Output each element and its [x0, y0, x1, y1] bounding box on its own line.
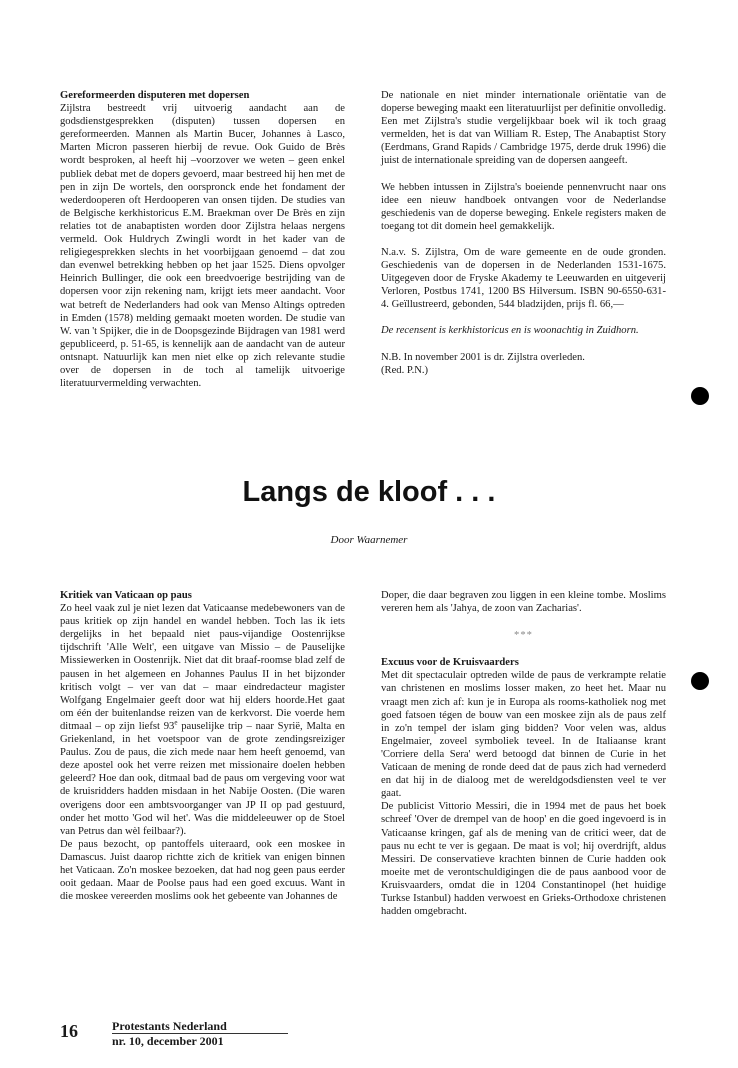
article1-heading: Gereformeerden disputeren met dopersen [60, 90, 250, 101]
article2-paragraph: Met dit spectaculair optreden wilde de paus de verkrampte relatie van christenen en moslims losser maken, zo heet het. Maar nu vraagt men zich af: kun je in Europa als rooms-katholiek nog met goed fatsoen tégen de bouw van een moskee zijn als de paus zelf in zo'n tempel der islam ging bidden? Voor velen was, aldus Engelmaier, zoveel symboliek teveel. In de Italiaanse krant 'Corriere della Sera' werd betoogd dat binnen de Curie in het Vaticaan de mening de ronde deed dat de paus zich had vernederd en dat hij in de dialoog met de wereldgodsdiensten veel te ver gaat. [381, 670, 666, 800]
reviewer-note: De recensent is kerkhistoricus en is woonachtig in Zuidhorn. [381, 325, 639, 337]
margin-dot-marker [691, 672, 709, 690]
article2-column-right [381, 589, 666, 918]
article2-paragraph: De paus bezocht, op pantoffels uiteraard, ook een moskee in Damascus. Juist daarop richtte zich de kritiek van enigen binnen het Vaticaan. Zo'n moskee bezoeken, dat had nog geen paus eerder ooit gedaan. Maar de Poolse paus had een goed excuus. Want in die moskee vereerden moslims ook het gebeente van Johannes de [60, 838, 345, 903]
superscript: e [174, 718, 178, 727]
article1-column-right [381, 89, 666, 377]
publication-name: Protestants Nederland [112, 1019, 227, 1033]
article2-heading-excuus: Excuus voor de Kruisvaarders [381, 657, 519, 669]
article2-column-left [60, 589, 345, 903]
issue-info: nr. 10, december 2001 [112, 1034, 224, 1048]
footer-publication [112, 1019, 288, 1048]
article2-paragraph: De publicist Vittorio Messiri, die in 1994 met de paus het boek schreef 'Over de drempel van de hoop' en die goed ingevoerd is in Vaticaanse kringen, gaf als de mening van de critici weer, dat de paus nu echt te ver is gegaan. De maat is vol; hij overdrijft, aldus Messiri. De conservatieve krachten binnen de Curie hadden ook moeite met de verontschuldigingen die de paus aanbood voor de Kruisvaarders, omdat die in 1204 Constantinopel (het huidige Turkse Istanbul) hadden verwoest en Grieks-Orthodoxe christenen hadden omgebracht. [381, 801, 666, 918]
article2-title: Langs de kloof . . . [242, 476, 496, 508]
article1-paragraph: We hebben intussen in Zijlstra's boeiende pennenvrucht naar ons idee een nieuw handboek ontvangen voor de Nederlandse geschiedenis van de doperse beweging. Enkele registers maken de toegang tot dit domein heel gemakkelijk. [381, 181, 666, 232]
paragraph-text: pauselijke trip – naar Syrië, Malta en Griekenland, in het voetspoor van de grote zendingsreiziger Paulus. Zou de paus, die zich mede naar hem heeft genoemd, van deze apostel ook het verre reizen met missionaire doelen hebben geleerd? Hoe dan ook, ditmaal bad de paus om vergeving voor wat de kruisridders hadden misdaan in het Nabije Oosten. (Die waren overigens door een ambtsvoorganger van JP II op pad gestuurd, onder het motto 'God wil het'. Was die middeleeuwer op de Stoel van Petrus dan wèl feilbaar?). [60, 720, 345, 837]
paragraph-text: Zo heel vaak zul je niet lezen dat Vaticaanse medebewoners van de paus kritiek op zijn handel en wandel hebben. Toch las ik iets dergelijks in het bepaald niet paus-vijandige Oostenrijkse tijdschrift 'Alle Welt', een uitgave van Missio – de Pauselijke Missiewerken in Oostenrijk. Niet dat dit braaf-roomse blad zelf de pausen in het algemeen en Johannes Paulus II in het bijzonder kritisch volgt – ver van dat – maar eindredacteur magister Wolfgang Engelmaier geeft door wat hij elders hoorde.Het gaat om één der buitenlandse reizen van de kerkvorst. Die voerde hem ditmaal – op zijn liefst 93 [60, 603, 345, 732]
article2-heading-kritiek: Kritiek van Vaticaan op paus [60, 590, 192, 601]
margin-dot-marker [691, 387, 709, 405]
section-separator: *** [514, 630, 533, 642]
book-reference: N.a.v. S. Zijlstra, Om de ware gemeente en de oude gronden. Geschiedenis van de dopersen in de Nederlanden 1531-1675. Uitgegeven door de Fryske Akademy te Leeuwarden en uitgeverij Verloren, Postbus 1741, 1200 BS Hilversum. ISBN 90-6550-631-4. Geïllustreerd, gebonden, 544 bladzijden, prijs fl. 66,— [381, 246, 666, 311]
article1-paragraph: Zijlstra bestreedt vrij uitvoerig aandacht aan de godsdienstgesprekken (disputen) tussen dopersen en gereformeerden. Mannen als Martin Bucer, Johannes à Lasco, Marten Micron passeren hierbij de revue. Ook Guido de Brès wordt besproken, al heeft hij –voorzover we weten – geen enkel publiek debat met de dopers gevoerd, maar bestreed hij hen met de pen in zijn De wortels, den oorspronck ende het fondament der wederdooperen oft Herdooperen van onsen tijden. De studies van de Belgische kerkhistoricus E.M. Braekman over De Brès en zijn relaties tot de anabaptisten worden door Zijlstra helaas nergens vermeld. Ook Huldrych Zwingli wordt in het kader van de religiegesprekken slechts in het voorbijgaan genoemd – dat zou dan evenwel betrekking hebben op het jaar 1525. Diens opvolger Heinrich Bullinger, die ook een breedvoerige bestrijding van de dopersen voor zijn rekening nam, krijgt iets meer aandacht. Voor wat betreft de Nederlanders had ook van Menso Altings optreden in Emden (1578) melding gemaakt moeten worden. De studie van W. van 't Spijker, die in de Doopsgezinde Bijdragen van 1981 werd gepubliceerd, p. 51-65, is kennelijk aan de aandacht van de auteur ontsnapt. Natuurlijk kan men niet elke op zich relevante studie over de dopersen in de toch al tamelijk uitvoerige literatuurvermelding verwachten. [60, 103, 346, 390]
article1-paragraph: De nationale en niet minder internationale oriëntatie van de doperse beweging maakt een literatuurlijst per definitie onvolledig. Een met Zijlstra's studie vergelijkbaar boek wil ik toch graag vermelden, het is dat van William R. Estep, The Anabaptist Story (Eerdmans, Grand Rapids / Cambridge 1975, derde druk 1996) die juist de internationale spreiding van de dopersen aangeeft. [381, 90, 666, 167]
editor-note: N.B. In november 2001 is dr. Zijlstra overleden. [381, 351, 585, 363]
article2-paragraph [60, 602, 345, 838]
page-number: 16 [60, 1021, 78, 1041]
article2-paragraph: Doper, die daar begraven zou liggen in een kleine tombe. Moslims vereren hem als 'Jahya, de zoon van Zacharias'. [381, 590, 666, 615]
article2-byline: Door Waarnemer [330, 534, 408, 546]
editor-signature: (Red. P.N.) [381, 364, 429, 376]
article1-column-left [60, 89, 345, 390]
